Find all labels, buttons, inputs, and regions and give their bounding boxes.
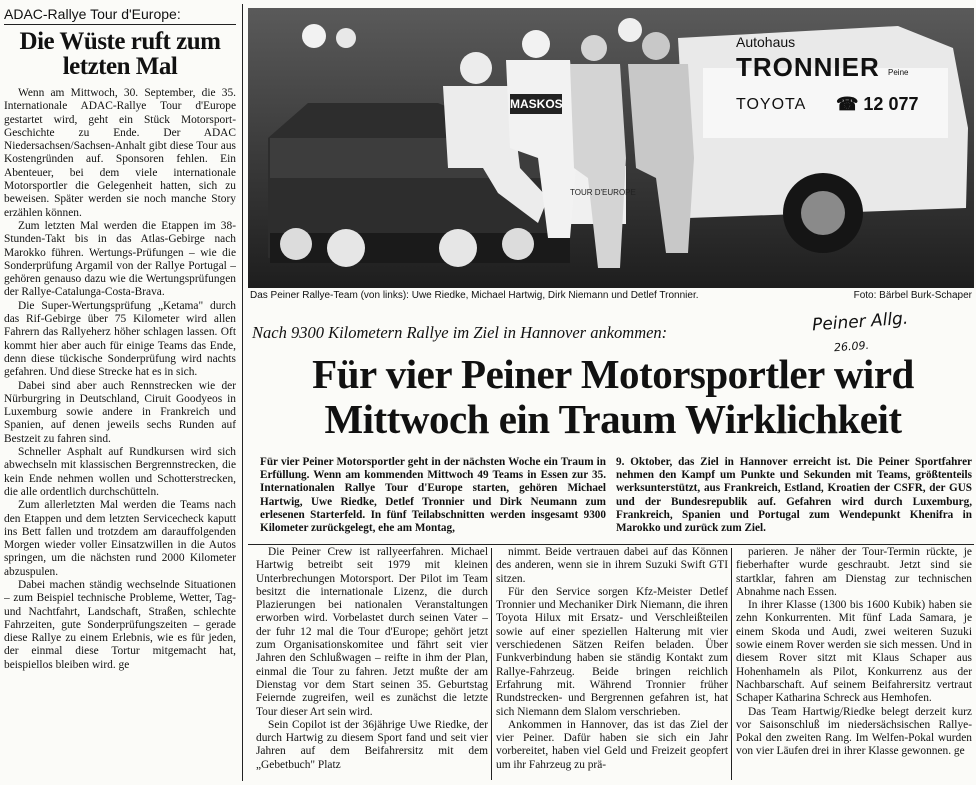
left-paragraph: Wenn am Mittwoch, 30. September, die 35. Internationale ADAC-Rallye Tour d'Europe gestartet wird, geht ein Stück Motorsport-Geschichte zu Ende. Der ADAC Niedersachsen/Sachsen-Anhalt gibt diese Tour aus Kostengründen auf. Sponsoren fehlen. Ein Abenteuer, bei dem viele internationale Motorsportler die Gelegenheit hatten, sich zu beweisen. Später werden sie noch manche Story erzählen können. [4, 87, 236, 219]
main-headline [252, 352, 974, 442]
sign-tronnier: TRONNIER [736, 52, 880, 82]
lead-paragraph-1: Für vier Peiner Motorsportler geht in der nächsten Woche ein Traum in Erfüllung. Wenn am kommenden Mittwoch 49 Teams in Essen zur 35. Internationalen Rallye Tour d'Europe starten, gehören Michael Hartwig, Uwe Riedke, Detlef Tronnier und Dirk Neumann zum erlesenen Starterfeld. In fünf Teilabschnitten werden insgesamt 9300 Kilometer zurückgelegt, ehe am Montag, [260, 456, 606, 535]
team-photo [248, 8, 974, 288]
left-paragraph: Die Super-Wertungsprüfung „Ketama" durch das Rif-Gebirge über 75 Kilometer wird allen Fahrern das Rallyeherz höher schlagen lassen. Oft kommt hier aber auch für einige Teams das Ende, denn diese tückische Sonderprüfung wird nachts gefahren. Und diese Strecke hat es in sich. [4, 299, 236, 379]
lead-paragraph-2: 9. Oktober, das Ziel in Hannover erreicht ist. Die Peiner Sportfahrer nehmen den Kampf um Punkte und Sekunden mit Teams, größtenteils werksunterstützt, aus Frankreich, Estland, Kroatien der CSFR, der GUS und der Bundesrepublik auf. Gefahren wird durch Luxemburg, Frankreich, Spanien und Portugal zum Wendepunkt Khenifra in Marokko und zurück zum Ziel. [616, 456, 972, 535]
car-door-label: TOUR D'EUROPE [570, 188, 636, 197]
body-paragraph: In ihrer Klasse (1300 bis 1600 Kubik) haben sie zehn Konkurrenten. Mit fünf Lada Samara, je einem Skoda und Audi, zwei weiteren Suzuki sowie einem Rover werden sie sich messen. Und in diesem Rover sitzt mit Klaus Schaper aus Hohenhameln als Pilot, Konkurrenz aus der Nachbarschaft. Auf seinem Beifahrersitz vertraut Schaper Katharina Schreck aus Hemhofen. [736, 599, 972, 705]
sign-phone: ☎ 12 077 [836, 94, 919, 114]
left-paragraph: Zum letzten Mal werden die Etappen im 38-Stunden-Takt bis in das Atlas-Gebirge nach Marokko führen. Wertungs-Prüfungen – wie die Sonderprüfung Argamil von der Rallye Portugal – gehören genauso dazu wie die Wertungsprüfungen der Rallye-Catalunga-Costa-Brava. [4, 219, 236, 299]
column-rule [491, 548, 492, 780]
sign-peine: Peine [888, 68, 909, 77]
body-paragraph: Sein Copilot ist der 36jährige Uwe Riedke, der durch Hartwig zu diesem Sport fand und seit vier Jahren auf dem Beifahrersitz mit dem „Gebetbuch" Platz [256, 718, 488, 771]
sign-autohaus: Autohaus [736, 34, 796, 50]
left-headline: Die Wüste ruft zum letzten Mal [19, 28, 221, 80]
main-kicker: Nach 9300 Kilometern Rallye im Ziel in Hannover ankommen: [252, 323, 668, 342]
left-paragraph: Dabei sind aber auch Rennstrecken wie der Nürburgring in Deutschland, Ciruit Goodyeos in Luxemburg sowie andere in Frankreich und Spanien, auf denen jeweils sechs Runden auf Bestzeit zu fahren sind. [4, 379, 236, 445]
photo-caption [250, 290, 972, 301]
left-paragraph: Zum allerletzten Mal werden die Teams nach den Etappen und dem letzten Servicecheck kaputt ins Bett fallen und trotzdem am darauffolgenden Morgen wieder voller Einsatzwillen in die Autos springen, um die nächsten rund 2000 Kilometer abzuspulen. [4, 499, 236, 578]
body-column-3 [736, 546, 972, 784]
headline-line-1: Für vier Peiner Motorsportler wird [312, 351, 914, 397]
team-photo-illustration [248, 8, 974, 288]
left-paragraph: Schneller Asphalt auf Rundkursen wird sich abwechseln mit klassischen Bergrennstrecken, die kein Ende nehmen wollen und Schotterstrecken, die alle ordentlich durchschütteln. [4, 446, 236, 498]
body-paragraph: Ankommen in Hannover, das ist das Ziel der vier Peiner. Dafür haben sie sich ein Jahr vorbereitet, haben viel Geld und Freizeit geopfert um ihr Fahrzeug zu prä- [496, 718, 728, 771]
body-paragraph: nimmt. Beide vertrauen dabei auf das Können des anderen, wenn sie in ihrem Suzuki Swift GTI sitzen. [496, 546, 728, 585]
column-rule [731, 548, 732, 780]
body-paragraph: parieren. Je näher der Tour-Termin rückte, je fieberhafter wurde geschraubt. Jetzt sind sie startklar, fahren am Dienstag zur technischen Abnahme nach Essen. [736, 546, 972, 598]
handwritten-date: 26.09. [833, 338, 870, 355]
body-paragraph: Die Peiner Crew ist rallyeerfahren. Michael Hartwig betreibt seit 1979 mit kleinen Unterbrechungen Motorsport. Der Pilot im Team besitzt die internationale Lizenz, die durch Plazierungen bei nationalen Veranstaltungen erworben wird. Vorbelastet durch seinen Vater – der fuhr 12 mal die Tour d'Europe; gehört jetzt zum Organisationskomitee und fährt seit vier Jahren den Schlußwagen – reifte in ihm der Plan, einmal die Tour zu fahren. Jetzt mußte der am Dienstag vor dem Start seinen 35. Geburtstag Feiernde zugreifen, weil es zunächst die letzte Tour dieser Art sein wird. [256, 546, 488, 718]
left-article [4, 6, 236, 781]
left-paragraph: Dabei machen ständig wechselnde Situationen – zum Beispiel technische Probleme, Wetter, Tag- und Nachtfahrt, Landschaft, Straßen, schlechte Fahrzeiten, gute Sonderprüfungszeiten – gerade diese Rallye zu einem Erlebnis, wie es für jeden, der einmal diese Tortur mitgemacht hat, beispiellos bleiben wird. ge [4, 578, 236, 671]
body-column-2 [496, 546, 728, 784]
body-column-1 [256, 546, 488, 784]
sign-toyota: TOYOTA [736, 96, 807, 113]
body-paragraph: Für den Service sorgen Kfz-Meister Detlef Tronnier und Mechaniker Dirk Niemann, die ihren Toyota Hilux mit Ersatz- und Verschleißteilen sowie auf einer speziellen Halterung mit vier verschiedenen Sätzen Reifen beladen. Über Funkverbindung haben sie ständig Kontakt zum Rallye-Fahrzeug. Beide bringen reichlich Erfahrung mit. Während Tronnier früher Rundstrecken- und Bergrennen gefahren ist, hat sich Niemann dem Slalom verschrieben. [496, 585, 728, 718]
headline-line-2: Mittwoch ein Traum Wirklichkeit [324, 396, 902, 442]
shirt-maskos: MASKOS [510, 97, 563, 111]
handwritten-note: Peiner Allg. [811, 308, 909, 336]
section-rule [248, 544, 974, 545]
body-paragraph: Das Team Hartwig/Riedke belegt derzeit kurz vor Saisonschluß im niedersächsischen Rallye-Pokal den zweiten Rang. Im Welfen-Pokal wurden von vier Läufen drei in ihrer Klasse gewonnen. ge [736, 705, 972, 758]
caption-text: Das Peiner Rallye-Team (von links): Uwe Riedke, Michael Hartwig, Dirk Niemann und Detlef Tronnier. [250, 290, 699, 301]
photo-credit: Foto: Bärbel Burk-Schaper [853, 290, 972, 301]
column-rule [242, 4, 243, 781]
left-kicker: ADAC-Rallye Tour d'Europe: [4, 6, 236, 25]
